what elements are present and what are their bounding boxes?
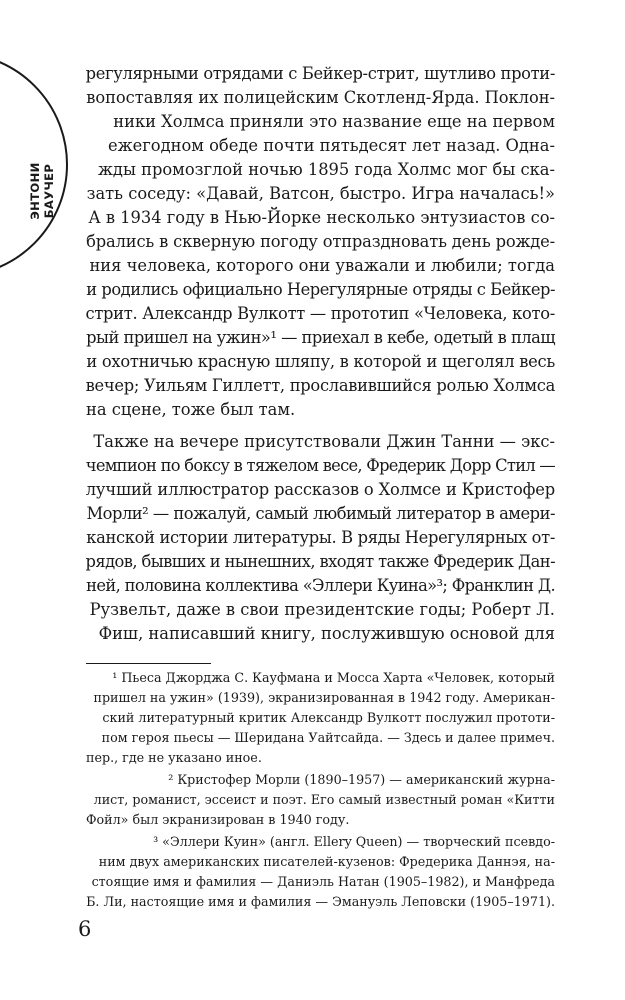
- body-line: Морли² — пожалуй, самый любимый литератор в амери-: [86, 504, 555, 523]
- body-line: и охотничью красную шляпу, в которой и щеголял весь: [86, 352, 555, 371]
- body-line: на сцене, тоже был там.: [86, 400, 296, 419]
- footnote-line: стоящие имя и фамилия — Даниэль Натан (1905–1982), и Манфреда: [91, 874, 555, 889]
- footnote-line: пришел на ужин» (1939), экранизированная в 1942 году. Американ-: [93, 690, 555, 705]
- footnote-line: ¹ Пьеса Джорджа С. Кауфмана и Мосса Харта «Человек, который: [112, 670, 555, 685]
- body-line: канской истории литературы. В ряды Нерегулярных от-: [86, 528, 555, 547]
- footnote-line: ский литературный критик Александр Вулкотт послужил прототи-: [102, 710, 555, 725]
- footnote-line: Фойл» был экранизирован в 1940 году.: [86, 812, 350, 827]
- body-line: ней, половина коллектива «Эллери Куина»³; Франклин Д.: [86, 576, 555, 595]
- author-first-name: ЭНТОНИ: [28, 162, 42, 220]
- body-line: брались в скверную погоду отпраздновать день рожде-: [86, 232, 555, 251]
- body-line: ежегодном обеде почти пятьдесят лет назад. Одна-: [108, 136, 555, 155]
- body-line: вечер; Уильям Гиллетт, прославившийся ролью Холмса: [85, 376, 555, 395]
- body-line: лучший иллюстратор рассказов о Холмсе и Кристофер: [85, 480, 555, 499]
- body-line: жды промозглой ночью 1895 года Холмс мог бы ска-: [97, 160, 555, 179]
- body-line: рядов, бывших и нынешних, входят также Фредерик Дан-: [85, 552, 555, 571]
- body-line: регулярными отрядами с Бейкер-стрит, шутливо проти-: [85, 64, 555, 83]
- body-line: стрит. Александр Вулкотт — прототип «Человека, кото-: [85, 304, 555, 323]
- body-line: чемпион по боксу в тяжелом весе, Фредерик Дорр Стил —: [85, 456, 555, 475]
- body-line: А в 1934 году в Нью-Йорке несколько энтузиастов со-: [88, 208, 555, 227]
- page-number: 6: [78, 917, 92, 941]
- body-line: Рузвельт, даже в свои президентские годы; Роберт Л.: [89, 600, 555, 619]
- footnote-line: Б. Ли, настоящие имя и фамилия — Эмануэль Леповски (1905–1971).: [86, 894, 555, 909]
- body-line: рый пришел на ужин»¹ — приехал в кебе, одетый в плащ: [86, 328, 555, 347]
- footnote-line: пом героя пьесы — Шеридана Уайтсайда. — Здесь и далее примеч.: [101, 730, 555, 745]
- body-line: зать соседу: «Давай, Ватсон, быстро. Игра началась!»: [86, 184, 555, 203]
- body-line: Фиш, написавший книгу, послужившую основой для: [98, 624, 555, 643]
- footnote-line: лист, романист, эссеист и поэт. Его самый известный роман «Китти: [93, 792, 555, 807]
- body-line: и родились официально Нерегулярные отряды с Бейкер-: [86, 280, 555, 299]
- body-line: Также на вечере присутствовали Джин Танни — экс-: [93, 432, 555, 451]
- footnote-divider: [86, 663, 211, 664]
- footnote-line: ним двух американских писателей-кузенов: Фредерика Даннэя, на-: [98, 854, 555, 869]
- footnote-line: ³ «Эллери Куин» (англ. Ellery Queen) — творческий псевдо-: [153, 834, 555, 849]
- body-line: ники Холмса приняли это название еще на первом: [113, 112, 555, 131]
- author-last-name: БАУЧЕР: [42, 163, 56, 219]
- body-line: вопоставляя их полицейским Скотленд-Ярда. Поклон-: [86, 88, 555, 107]
- body-line: ния человека, которого они уважали и любили; тогда: [89, 256, 555, 275]
- footnote-line: пер., где не указано иное.: [86, 750, 262, 765]
- side-tab-author: [20, 164, 64, 218]
- footnote-line: ² Кристофер Морли (1890–1957) — американский журна-: [168, 772, 555, 787]
